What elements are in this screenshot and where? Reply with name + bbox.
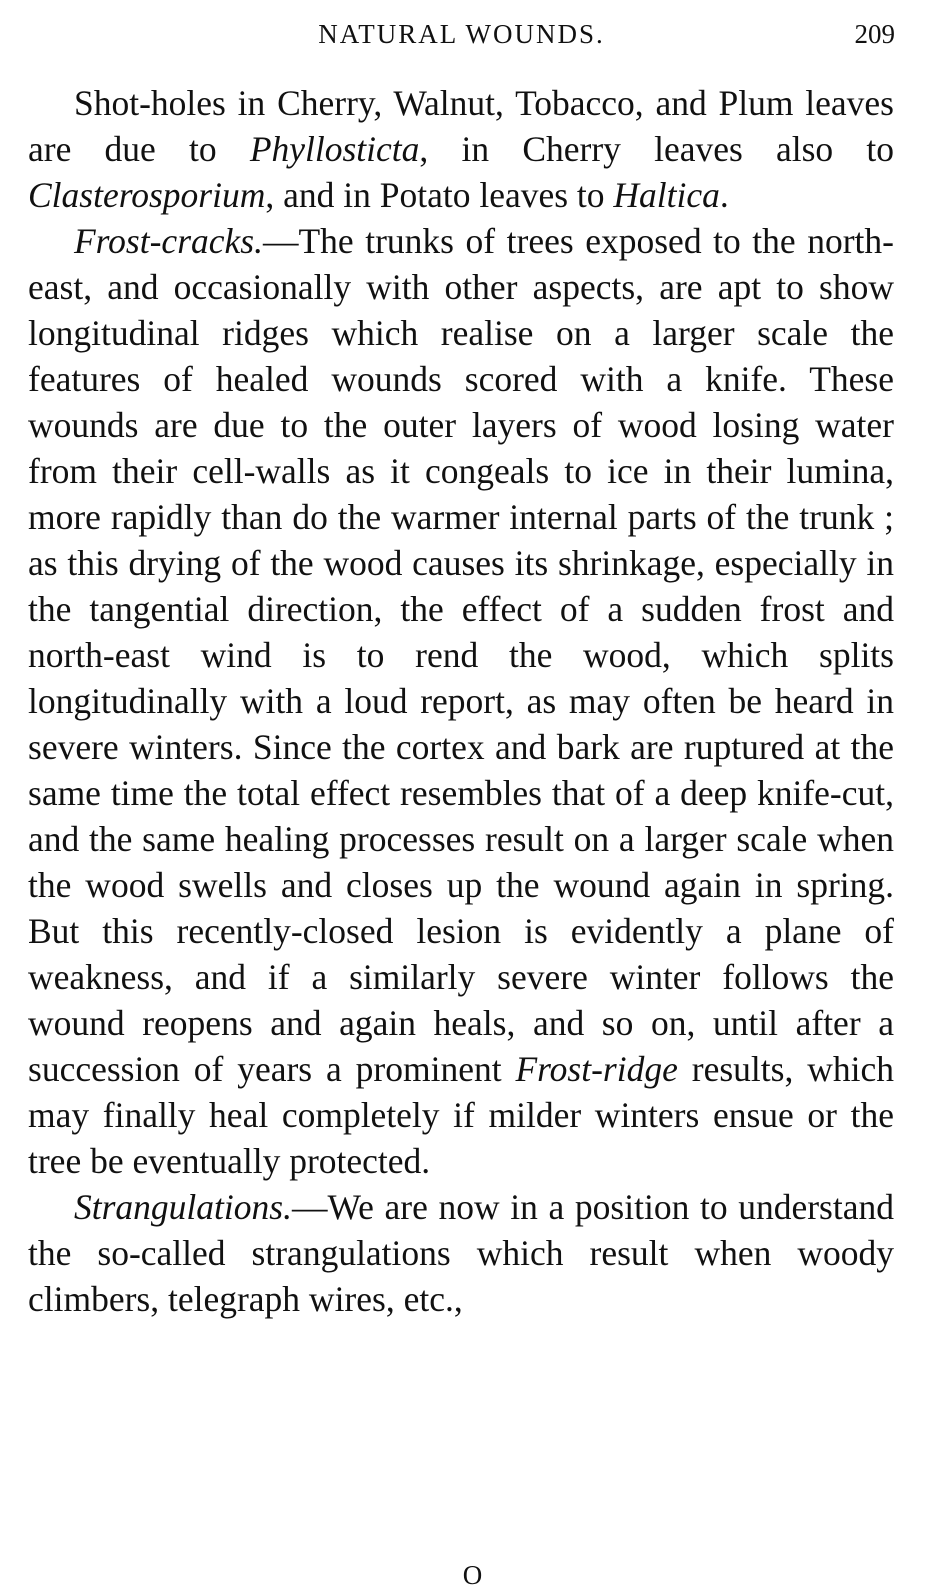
paragraph-text: Shot-holes in Cherry, Walnut, Tobacco, and Plum leaves are due to — [28, 83, 894, 169]
paragraph-text: , and in Potato leaves to — [265, 175, 614, 215]
body-text — [28, 80, 894, 1322]
section-heading-strangulations: Strangulations. — [74, 1187, 292, 1227]
paragraph-text: —We are now in a position to understand the so-called strangulations which result when woody climbers, telegraph wires, etc., — [28, 1187, 894, 1319]
paragraph-text: , in Cherry leaves also to — [419, 129, 894, 169]
paragraph-text: —The trunks of trees exposed to the north-east, and occasionally with other aspects, are apt to show longitudinal ridges which realise on a larger scale the features of healed wounds scored with a knife. These wounds are due to the outer layers of wood losing water from their cell-walls as it congeals to ice in their lumina, more rapidly than do the warmer internal parts of the trunk ; as this drying of the wood causes its shrinkage, especially in the tangential direction, the effect of a sudden frost and north-east wind is to rend the wood, which splits longitudinally with a loud report, as may often be heard in severe winters. Since the cortex and bark are ruptured at the same time the total effect resembles that of a deep knife-cut, and the same healing processes result on a larger scale when the wood swells and closes up the wound again in spring. But this recently-closed lesion is evidently a plane of weakness, and if a similarly severe winter follows the wound reopens and again heals, and so on, until after a succession of years a prominent — [28, 221, 894, 1089]
section-heading-frost-cracks: Frost-cracks. — [74, 221, 263, 261]
paragraph-frost-cracks — [28, 218, 894, 1184]
paragraph-strangulations — [28, 1184, 894, 1322]
page-number: 209 — [854, 19, 895, 49]
italic-term-frost-ridge: Frost-ridge — [515, 1049, 678, 1089]
running-title: NATURAL WOUNDS. — [318, 19, 605, 49]
paragraph-text: . — [719, 175, 729, 215]
signature-mark: O — [462, 1560, 483, 1590]
italic-term-haltica: Haltica — [613, 175, 720, 215]
italic-term-clasterosporium: Clasterosporium — [28, 175, 266, 215]
page-header — [28, 14, 895, 54]
paragraph-shot-holes — [28, 80, 894, 218]
italic-term-phyllosticta: Phyllosticta — [249, 129, 420, 169]
paragraph-text: results, which may finally heal completely if milder winters ensue or the tree be eventually protected. — [28, 1049, 894, 1181]
